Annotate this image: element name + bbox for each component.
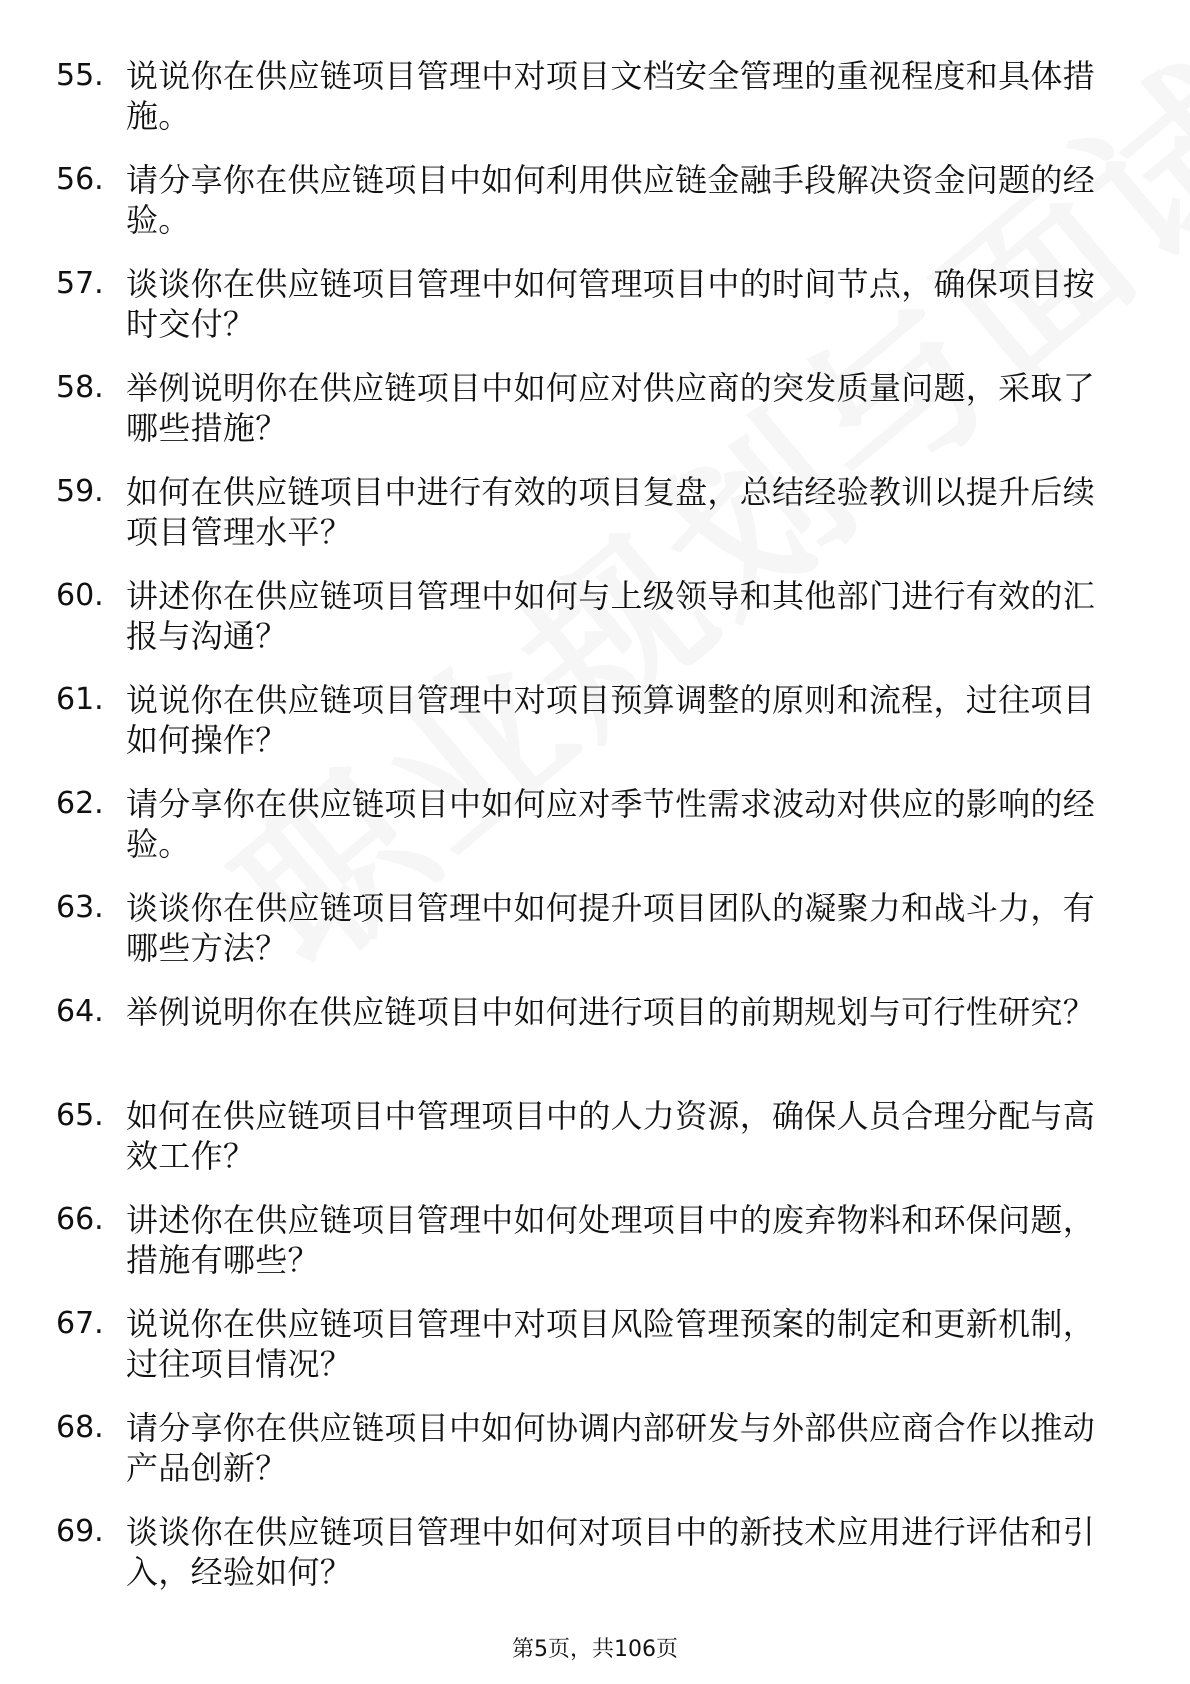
question-item xyxy=(0,1408,1190,1512)
question-number: 56. xyxy=(56,162,104,197)
question-number: 58. xyxy=(56,370,104,405)
question-number: 59. xyxy=(56,474,104,509)
question-number: 55. xyxy=(56,58,104,93)
question-number: 69. xyxy=(56,1514,104,1549)
question-text: 讲述你在供应链项目管理中如何与上级领导和其他部门进行有效的汇报与沟通？ xyxy=(126,577,1096,655)
question-item xyxy=(0,992,1190,1096)
question-number: 68. xyxy=(56,1410,104,1445)
question-item xyxy=(0,888,1190,992)
question-number: 64. xyxy=(56,994,104,1029)
question-number: 57. xyxy=(56,266,104,301)
question-text: 请分享你在供应链项目中如何利用供应链金融手段解决资金问题的经验。 xyxy=(126,161,1096,239)
question-text: 请分享你在供应链项目中如何协调内部研发与外部供应商合作以推动产品创新？ xyxy=(126,1409,1096,1487)
question-item xyxy=(0,1096,1190,1200)
question-text: 举例说明你在供应链项目中如何应对供应商的突发质量问题，采取了哪些措施？ xyxy=(126,369,1096,447)
page-number: 第5页，共106页 xyxy=(512,1637,678,1662)
question-item xyxy=(0,1512,1190,1616)
question-text: 谈谈你在供应链项目管理中如何提升项目团队的凝聚力和战斗力，有哪些方法？ xyxy=(126,889,1096,967)
question-number: 63. xyxy=(56,890,104,925)
question-item xyxy=(0,1304,1190,1408)
question-item xyxy=(0,160,1190,264)
question-text: 谈谈你在供应链项目管理中如何管理项目中的时间节点，确保项目按时交付？ xyxy=(126,265,1096,343)
question-item xyxy=(0,368,1190,472)
question-text: 举例说明你在供应链项目中如何进行项目的前期规划与可行性研究？ xyxy=(126,993,1096,1031)
question-number: 66. xyxy=(56,1202,104,1237)
question-list xyxy=(0,56,1190,1616)
question-number: 60. xyxy=(56,578,104,613)
question-text: 说说你在供应链项目管理中对项目风险管理预案的制定和更新机制，过往项目情况？ xyxy=(126,1305,1096,1383)
question-text: 请分享你在供应链项目中如何应对季节性需求波动对供应的影响的经验。 xyxy=(126,785,1096,863)
question-text: 讲述你在供应链项目管理中如何处理项目中的废弃物料和环保问题，措施有哪些？ xyxy=(126,1201,1096,1279)
question-item xyxy=(0,56,1190,160)
question-number: 61. xyxy=(56,682,104,717)
question-item xyxy=(0,1200,1190,1304)
question-number: 67. xyxy=(56,1306,104,1341)
question-number: 65. xyxy=(56,1098,104,1133)
question-item xyxy=(0,680,1190,784)
question-number: 62. xyxy=(56,786,104,821)
question-text: 如何在供应链项目中管理项目中的人力资源，确保人员合理分配与高效工作？ xyxy=(126,1097,1096,1175)
question-text: 说说你在供应链项目管理中对项目预算调整的原则和流程，过往项目如何操作？ xyxy=(126,681,1096,759)
question-item xyxy=(0,576,1190,680)
question-item xyxy=(0,264,1190,368)
question-text: 如何在供应链项目中进行有效的项目复盘，总结经验教训以提升后续项目管理水平？ xyxy=(126,473,1096,551)
question-text: 谈谈你在供应链项目管理中如何对项目中的新技术应用进行评估和引入，经验如何？ xyxy=(126,1513,1096,1591)
question-text: 说说你在供应链项目管理中对项目文档安全管理的重视程度和具体措施。 xyxy=(126,57,1096,135)
question-item xyxy=(0,784,1190,888)
question-item xyxy=(0,472,1190,576)
